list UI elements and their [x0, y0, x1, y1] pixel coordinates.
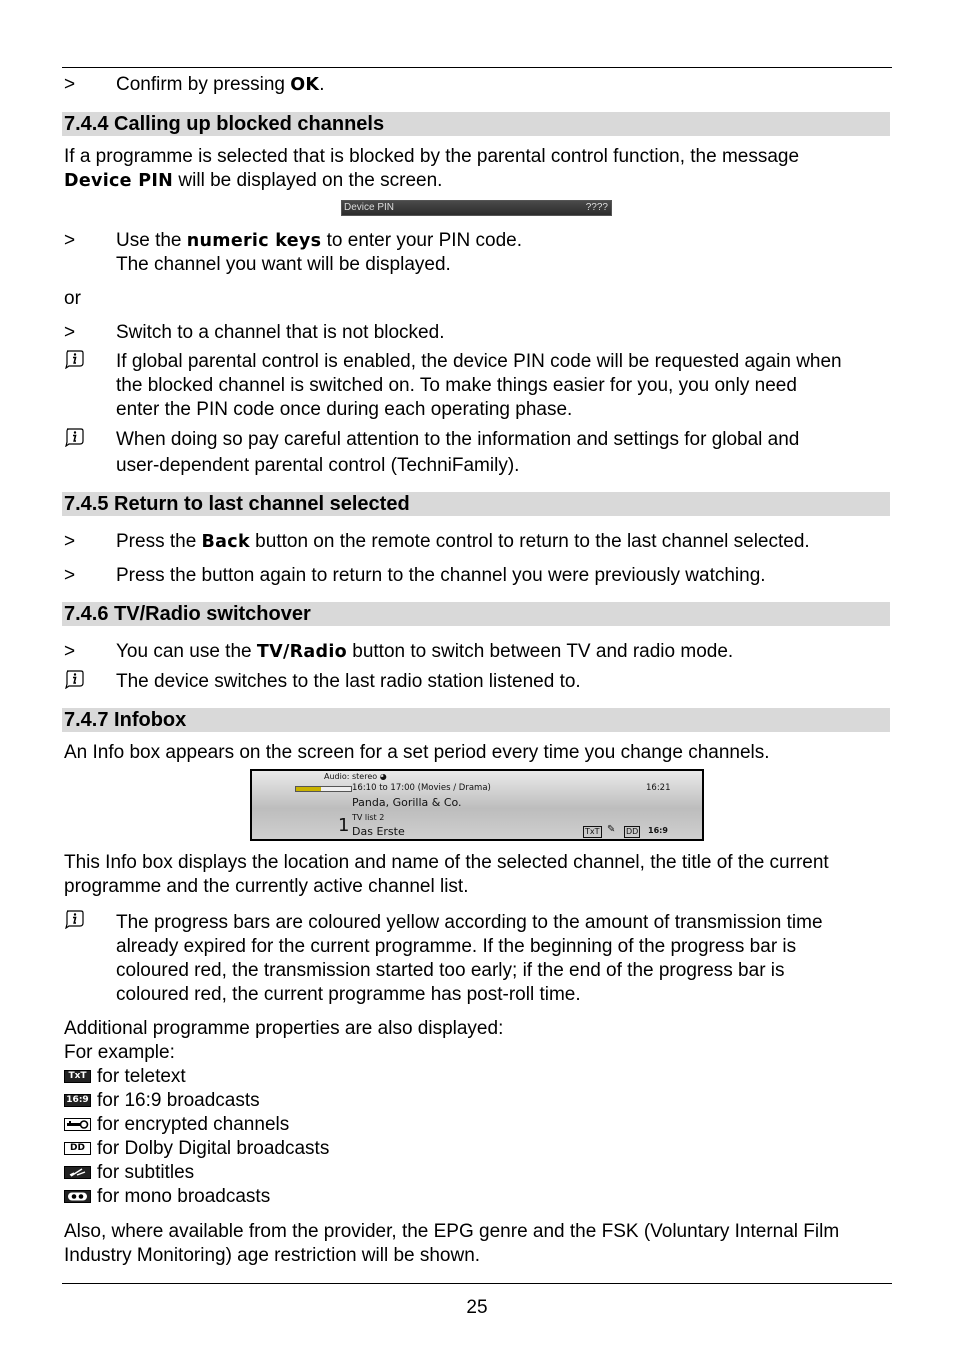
device-pin-prompt [341, 200, 612, 216]
infobox-channel-number: 1 [338, 815, 350, 836]
s747-para: An Info box appears on the screen for a set period every time you change channels. [64, 742, 770, 763]
infobox-list: TV list 2 [352, 813, 385, 822]
key-ok: OK [290, 75, 320, 95]
s744-step1: Use the numeric keys to enter your PIN code. [116, 230, 523, 251]
section-heading-747: 7.4.7 Infobox [62, 708, 890, 732]
prop-mono: for mono broadcasts [97, 1186, 271, 1207]
key-numeric-keys: numeric keys [186, 231, 322, 251]
s747-note-line4: coloured red, the current programme has post-roll time. [116, 984, 581, 1005]
step-marker: > [64, 531, 76, 552]
s745-step1: Press the Back button on the remote control to return to the last channel selected. [116, 531, 810, 552]
s744-note1-line3: enter the PIN code once during each operating phase. [116, 399, 573, 420]
outro-line1: Also, where available from the provider, the EPG genre and the FSK (Voluntary Internal Film [64, 1221, 840, 1242]
key-icon [65, 1119, 90, 1130]
outro-line2: Industry Monitoring) age restriction will be shown. [64, 1245, 481, 1266]
info-note-icon [64, 909, 84, 929]
infobox-progress-fill [296, 787, 321, 791]
s747-note-line2: already expired for the current programme. If the beginning of the progress bar is [116, 936, 797, 957]
step-marker: > [64, 74, 76, 95]
infobox-screenshot [250, 769, 704, 841]
key-encrypted-icon [64, 1118, 91, 1131]
infobox-teletext-badge: TxT [585, 827, 600, 836]
info-note-icon [64, 669, 84, 689]
widescreen-169-icon: 16:9 [64, 1094, 91, 1107]
s744-step1-result: The channel you want will be displayed. [116, 254, 451, 275]
step-marker: > [64, 230, 76, 251]
s744-note2-line1: When doing so pay careful attention to the information and settings for global and [116, 429, 800, 450]
s744-note1-line2: the blocked channel is switched on. To make things easier for you, you only need [116, 375, 797, 396]
prop-encrypted: for encrypted channels [97, 1114, 290, 1135]
s744-para-line2: Device PIN will be displayed on the screen. [64, 170, 443, 191]
step-marker: > [64, 641, 76, 662]
bottom-rule [62, 1283, 892, 1284]
s744-step2: Switch to a channel that is not blocked. [116, 322, 445, 343]
key-back: Back [201, 532, 250, 552]
s747-para2-line2: programme and the currently active channel list. [64, 876, 469, 897]
mono-icon [64, 1190, 91, 1203]
pin-prompt-label: Device PIN [344, 202, 395, 213]
page-number: 25 [466, 1297, 488, 1318]
infobox-subtitle-icon: ✎ [607, 824, 616, 835]
prop-subtitles: for subtitles [97, 1162, 195, 1183]
s744-para-line1: If a programme is selected that is blocked by the parental control function, the message [64, 146, 800, 167]
s746-note: The device switches to the last radio station listened to. [116, 671, 581, 692]
confirm-step: Confirm by pressing OK. [116, 74, 325, 95]
dolby-digital-icon: DD [64, 1142, 91, 1155]
s744-note2-line2: user-dependent parental control (TechniFamily). [116, 455, 520, 476]
subtitle-pen-icon [65, 1167, 90, 1178]
prop-dolby: for Dolby Digital broadcasts [97, 1138, 330, 1159]
subtitles-icon [64, 1166, 91, 1179]
step-marker: > [64, 565, 76, 586]
section-heading-746: 7.4.6 TV/Radio switchover [62, 602, 890, 626]
teletext-icon: TxT [64, 1070, 91, 1083]
section-heading-745: 7.4.5 Return to last channel selected [62, 492, 890, 516]
s747-para2-line1: This Info box displays the location and name of the selected channel, the title of the current [64, 852, 829, 873]
top-rule [62, 67, 892, 68]
key-tv-radio: TV/Radio [256, 642, 347, 662]
info-note-icon [64, 427, 84, 447]
s747-note-line1: The progress bars are coloured yellow according to the amount of transmission time [116, 912, 823, 933]
s745-step2: Press the button again to return to the channel you were previously watching. [116, 565, 766, 586]
or-separator: or [64, 288, 81, 309]
step-marker: > [64, 322, 76, 343]
infobox-audio: Audio: stereo ◕ [324, 772, 387, 781]
pin-prompt-value: ???? [585, 202, 608, 213]
infobox-programme: Panda, Gorilla & Co. [352, 796, 462, 809]
infobox-clock: 16:21 [646, 783, 671, 793]
infobox-time-range: 16:10 to 17:00 (Movies / Drama) [352, 783, 491, 793]
infobox-dolby-badge: DD [626, 827, 639, 836]
audio-icon: ◕ [379, 772, 387, 781]
props-intro2: For example: [64, 1042, 175, 1063]
props-intro1: Additional programme properties are also displayed: [64, 1018, 504, 1039]
key-device-pin: Device PIN [64, 171, 174, 191]
info-note-icon [64, 349, 84, 369]
mono-circle-icon [65, 1191, 90, 1202]
s747-note-line3: coloured red, the transmission started too early; if the end of the progress bar is [116, 960, 785, 981]
s746-step1: You can use the TV/Radio button to switch between TV and radio mode. [116, 641, 734, 662]
s744-note1-line1: If global parental control is enabled, the device PIN code will be requested again when [116, 351, 842, 372]
infobox-channel-name: Das Erste [352, 825, 405, 838]
infobox-169-badge: 16:9 [648, 826, 668, 835]
section-heading-744: 7.4.4 Calling up blocked channels [62, 112, 890, 136]
infobox-progress-bar [295, 786, 352, 792]
prop-teletext: for teletext [97, 1066, 186, 1087]
prop-169: for 16:9 broadcasts [97, 1090, 260, 1111]
